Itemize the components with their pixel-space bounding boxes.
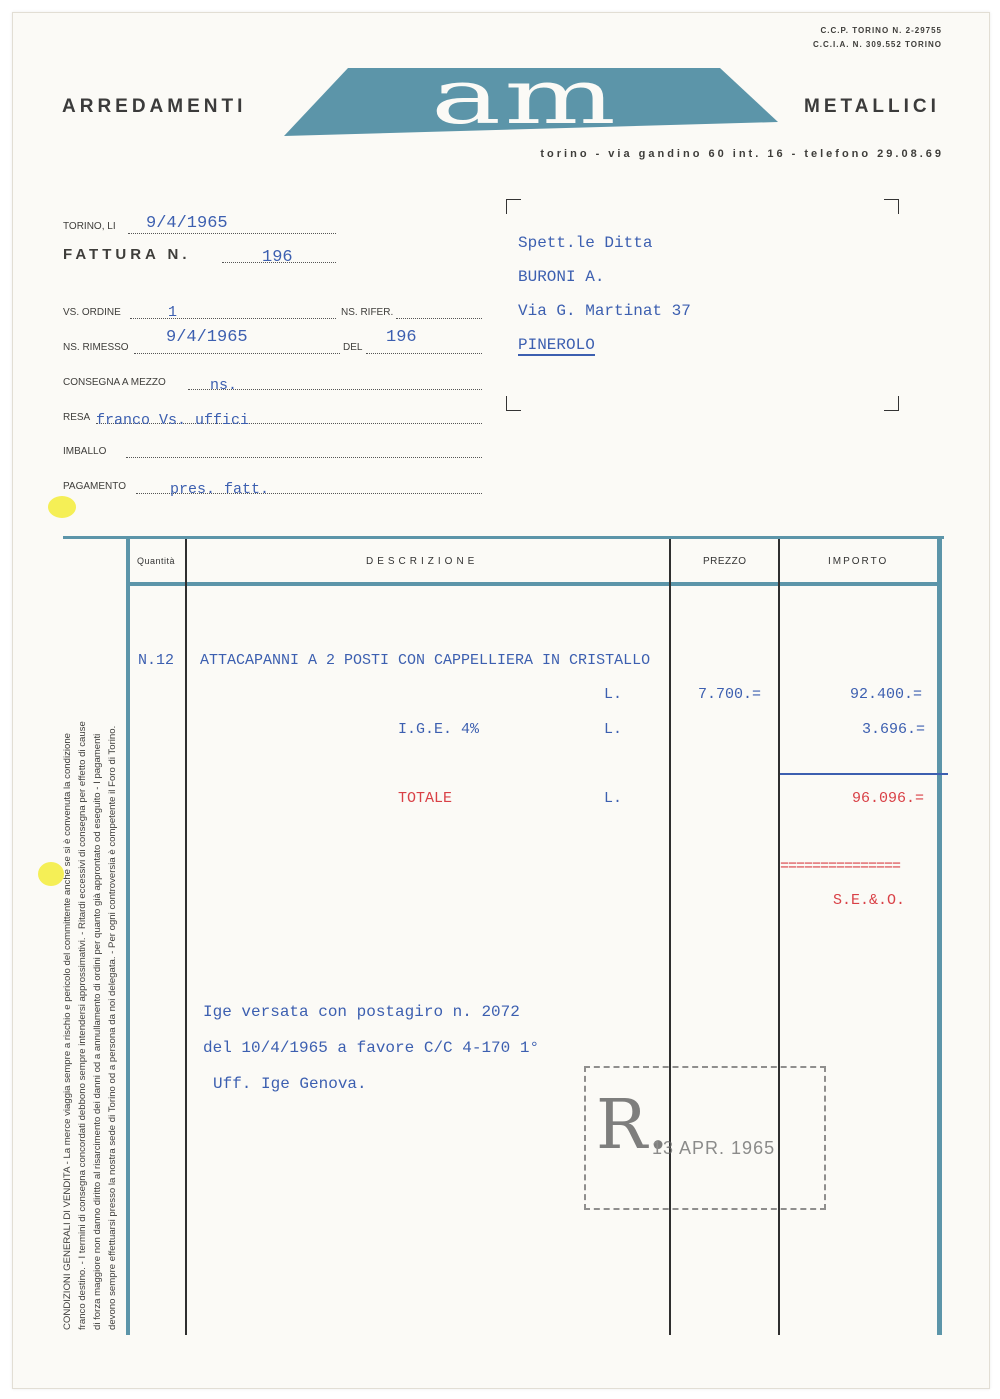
- sales-conditions: [60, 565, 120, 1330]
- address-corner-tr: [884, 199, 899, 214]
- delivery-value: ns.: [210, 377, 238, 394]
- shipment-dotline: [134, 353, 340, 354]
- payment-label: PAGAMENTO: [63, 481, 126, 492]
- recipient-line-3: Via G. Martinat 37: [518, 302, 691, 320]
- item-description: ATTACAPANNI A 2 POSTI CON CAPPELLIERA IN CRISTALLO: [200, 652, 651, 669]
- errors-omissions-mark: S.E.&.O.: [833, 892, 906, 909]
- invoice-number-label: FATTURA N.: [63, 246, 191, 263]
- note-line-2: del 10/4/1965 a favore C/C 4-170 1°: [203, 1039, 540, 1057]
- note-line-3: Uff. Ige Genova.: [213, 1075, 367, 1093]
- item-quantity: N.12: [138, 652, 175, 669]
- del-label: DEL: [343, 342, 363, 353]
- address-corner-br: [884, 396, 899, 411]
- table-right-rule: [937, 539, 942, 1335]
- invoice-number: 196: [262, 248, 293, 267]
- tax-currency: L.: [604, 721, 623, 738]
- order-dotline: [130, 318, 336, 319]
- packing-dotline: [126, 457, 482, 458]
- header-amount: IMPORTO: [828, 556, 889, 567]
- item-unit-price: 7.700.=: [698, 686, 762, 703]
- packing-label: IMBALLO: [63, 446, 107, 457]
- recipient-line-4: PINEROLO: [518, 336, 595, 354]
- reference-dotline: [396, 318, 482, 319]
- ccp-number: C.C.P. TORINO N. 2-29755: [820, 26, 942, 35]
- header-description: DESCRIZIONE: [366, 556, 479, 567]
- amount-divider: [778, 539, 780, 1335]
- invoice-date: 9/4/1965: [146, 214, 228, 233]
- shipment-label: NS. RIMESSO: [63, 342, 129, 353]
- tax-label: I.G.E. 4%: [398, 721, 480, 738]
- double-rule: ===============: [780, 858, 901, 875]
- stamp-date: 13 APR. 1965: [652, 1138, 776, 1158]
- registration-block: [780, 24, 942, 52]
- header-price: PREZZO: [703, 556, 747, 567]
- logo-text: am: [430, 52, 620, 141]
- item-amount: 92.400.=: [850, 686, 923, 703]
- price-divider: [669, 539, 671, 1335]
- place-label: TORINO, LI: [63, 221, 116, 232]
- conditions-line: di forza maggiore non danno diritto al risarcimento dei danni od a annullamento di ordini per quanto già approntato od eseguito - I pagamenti: [92, 733, 103, 1330]
- order-label: VS. ORDINE: [63, 307, 121, 318]
- brand-left-word: ARREDAMENTI: [62, 96, 247, 117]
- recipient-address: [518, 226, 691, 362]
- order-value: 1: [168, 304, 178, 321]
- payment-value: pres. fatt.: [170, 481, 270, 498]
- address-corner-bl: [506, 396, 521, 411]
- header-quantity: Quantità: [137, 556, 176, 566]
- yellow-mark: [48, 496, 76, 518]
- delivery-label: CONSEGNA A MEZZO: [63, 377, 166, 388]
- company-address: torino - via gandino 60 int. 16 - telefono 29.08.69: [540, 148, 944, 160]
- sum-rule: [780, 773, 948, 775]
- stamp-letter: R.: [596, 1086, 669, 1165]
- tax-payment-note: [203, 994, 539, 1102]
- table-top-rule: [63, 536, 944, 539]
- shipment-value: 9/4/1965: [166, 328, 248, 347]
- brand-right-word: METALLICI: [804, 96, 940, 117]
- conditions-line: devono sempre effettuarsi presso la nostra sede di Torino od a persona da noi delegata. - Per ogni controversia è competente il Foro di Torino.: [107, 725, 118, 1330]
- resa-label: RESA: [63, 412, 91, 423]
- conditions-line: CONDIZIONI GENERALI DI VENDITA - La merce viaggia sempre a rischio e pericolo del committente anche se si è convenuta la condizione: [62, 732, 73, 1330]
- ccia-number: C.C.I.A. N. 309.552 TORINO: [813, 40, 942, 49]
- item-currency: L.: [604, 686, 623, 703]
- del-dotline: [366, 353, 482, 354]
- tax-amount: 3.696.=: [862, 721, 926, 738]
- recipient-line-2: BURONI A.: [518, 268, 605, 286]
- table-left-rule: [126, 539, 130, 1335]
- qty-divider: [185, 539, 187, 1335]
- total-currency: L.: [604, 790, 623, 807]
- total-label: TOTALE: [398, 790, 453, 807]
- note-line-1: Ige versata con postagiro n. 2072: [203, 1003, 520, 1021]
- total-amount: 96.096.=: [852, 790, 925, 807]
- address-corner-tl: [506, 199, 521, 214]
- date-dotline: [128, 233, 336, 234]
- received-stamp: [584, 1066, 826, 1210]
- reference-label: NS. RIFER.: [341, 307, 394, 318]
- del-value: 196: [386, 328, 417, 347]
- conditions-line: franco destino. - I termini di consegna concordati debbono sempre intendersi approssimativi. - Ritardi eccessivi di consegna per effetto di cause: [77, 721, 88, 1330]
- table-header-rule: [128, 582, 938, 586]
- resa-value: franco Vs. uffici: [96, 412, 250, 429]
- recipient-line-1: Spett.le Ditta: [518, 234, 653, 252]
